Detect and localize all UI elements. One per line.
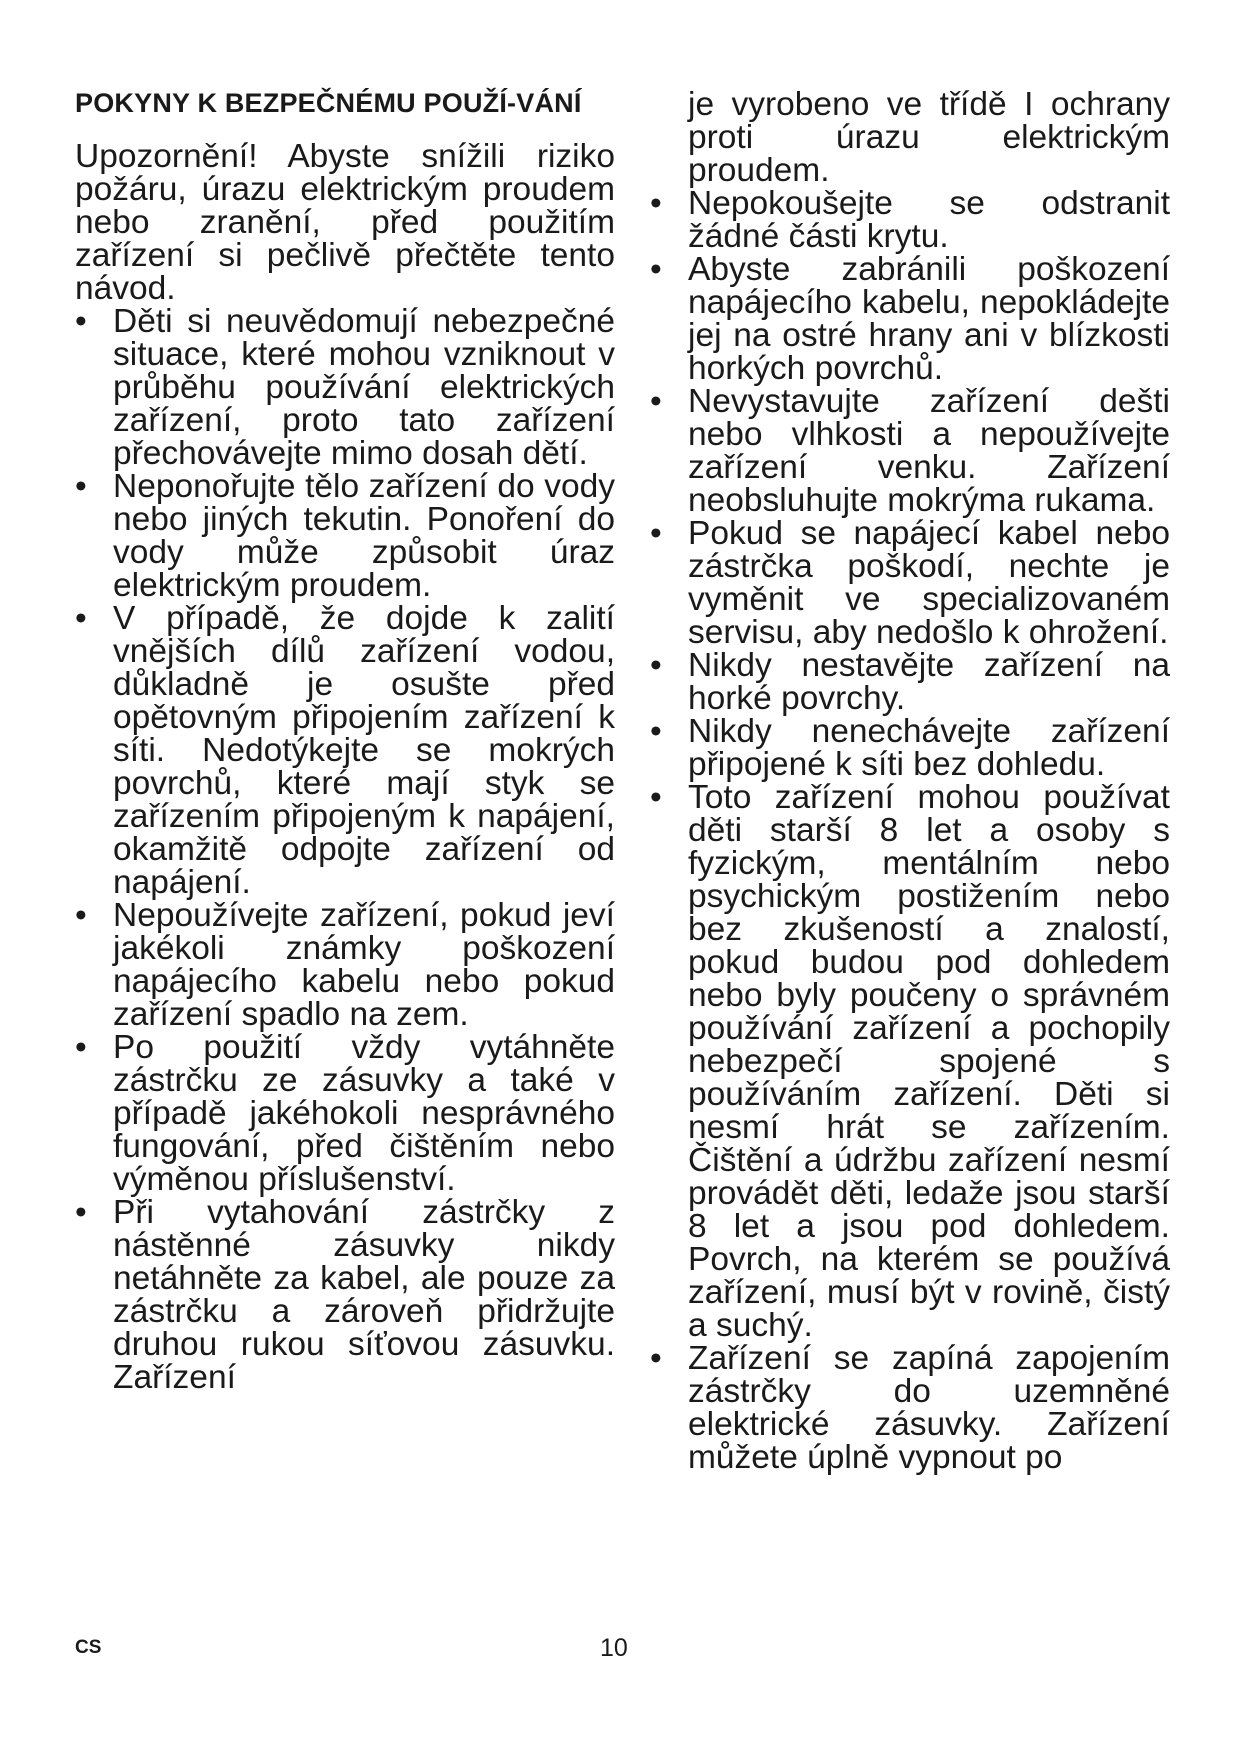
bullet-icon: • <box>75 468 87 505</box>
list-item-text: Zařízení se zapíná zapojením zástrčky do uzemněné elektrické zásuvky. Zařízení můžete úplně vypnout po <box>688 1340 1170 1476</box>
page-number: 10 <box>600 1634 628 1662</box>
left-column <box>75 88 615 1394</box>
bullet-icon: • <box>75 897 87 934</box>
bullet-icon: • <box>650 1340 662 1377</box>
list-item-text: Po použití vždy vytáhněte zástrčku ze zásuvky a také v případě jakéhokoli nesprávného fungování, před čištěním nebo výměnou příslušenství. <box>113 1029 615 1198</box>
footer-language-code: CS <box>75 1637 102 1658</box>
list-item <box>75 1031 615 1196</box>
bullet-icon: • <box>650 383 662 420</box>
list-item-text: Nikdy nenechávejte zařízení připojené k síti bez dohledu. <box>688 713 1170 783</box>
list-item <box>75 470 615 602</box>
list-item <box>75 602 615 899</box>
bullet-icon: • <box>650 185 662 222</box>
list-item-text: Abyste zabránili poškození napájecího kabelu, nepokládejte jej na ostré hrany ani v blízkosti horkých povrchů. <box>688 251 1170 387</box>
list-item-text: Nepoužívejte zařízení, pokud jeví jakékoli známky poškození napájecího kabelu nebo pokud zařízení spadlo na zem. <box>113 897 615 1033</box>
list-item-text: Pokud se napájecí kabel nebo zástrčka poškodí, nechte je vyměnit ve specializovaném servisu, aby nedošlo k ohrožení. <box>688 515 1170 651</box>
list-item <box>650 1342 1170 1474</box>
list-item-continuation <box>650 88 1170 187</box>
list-item <box>75 305 615 470</box>
list-item-text: V případě, že dojde k zalití vnějších dílů zařízení vodou, důkladně je osušte před opětovným připojením zařízení k síti. Nedotýkejte se mokrých povrchů, které mají styk se zařízením připojeným k napájení, okamžitě odpojte zařízení od napájení. <box>113 600 615 901</box>
right-column <box>650 88 1170 1474</box>
list-item <box>650 517 1170 649</box>
bullet-icon: • <box>75 600 87 637</box>
list-item-text: Nikdy nestavějte zařízení na horké povrchy. <box>688 647 1170 717</box>
list-item-text: Při vytahování zástrčky z nástěnné zásuvky nikdy netáhněte za kabel, ale pouze za zástrčku a zároveň přidržujte druhou rukou síťovou zásuvku. Zařízení <box>113 1194 615 1396</box>
list-item-text: Nevystavujte zařízení dešti nebo vlhkosti a nepoužívejte zařízení venku. Zařízení neobsluhujte mokrýma rukama. <box>688 383 1170 519</box>
list-item-text: Děti si neuvědomují nebezpečné situace, které mohou vzniknout v průběhu používání elektrických zařízení, proto tato zařízení přechovávejte mimo dosah dětí. <box>113 303 615 472</box>
bullet-icon: • <box>75 303 87 340</box>
bullet-icon: • <box>650 515 662 552</box>
list-item <box>650 715 1170 781</box>
list-item <box>650 385 1170 517</box>
right-safety-list <box>650 88 1170 1474</box>
bullet-icon: • <box>650 713 662 750</box>
left-safety-list <box>75 305 615 1394</box>
list-item <box>650 781 1170 1342</box>
bullet-icon: • <box>650 647 662 684</box>
list-item <box>650 649 1170 715</box>
list-item-text: je vyrobeno ve třídě I ochrany proti úrazu elektrickým proudem. <box>688 86 1170 189</box>
list-item <box>650 187 1170 253</box>
list-item-text: Neponořujte tělo zařízení do vody nebo jiných tekutin. Ponoření do vody může způsobit úraz elektrickým proudem. <box>113 468 615 604</box>
bullet-icon: • <box>650 779 662 816</box>
warning-intro: Upozornění! Abyste snížili riziko požáru, úrazu elektrickým proudem nebo zranění, před použitím zařízení si pečlivě přečtěte tento návod. <box>75 138 615 307</box>
bullet-icon: • <box>75 1194 87 1231</box>
list-item <box>75 1196 615 1394</box>
section-heading: POKYNY K BEZPEČNÉMU POUŽÍ-VÁNÍ <box>75 88 582 118</box>
list-item <box>75 899 615 1031</box>
list-item-text: Toto zařízení mohou používat děti starší 8 let a osoby s fyzickým, mentálním nebo psychickým postižením nebo bez zkušeností a znalostí, pokud budou pod dohledem nebo byly poučeny o správném používání zařízení a pochopily nebezpečí spojené s používáním zařízení. Děti si nesmí hrát se zařízením. Čištění a údržbu zařízení nesmí provádět děti, ledaže jsou starší 8 let a jsou pod dohledem. Povrch, na kterém se používá zařízení, musí být v rovině, čistý a suchý. <box>688 779 1170 1344</box>
list-item-text: Nepokoušejte se odstranit žádné části krytu. <box>688 185 1170 255</box>
list-item <box>650 253 1170 385</box>
bullet-icon: • <box>75 1029 87 1066</box>
bullet-icon: • <box>650 251 662 288</box>
